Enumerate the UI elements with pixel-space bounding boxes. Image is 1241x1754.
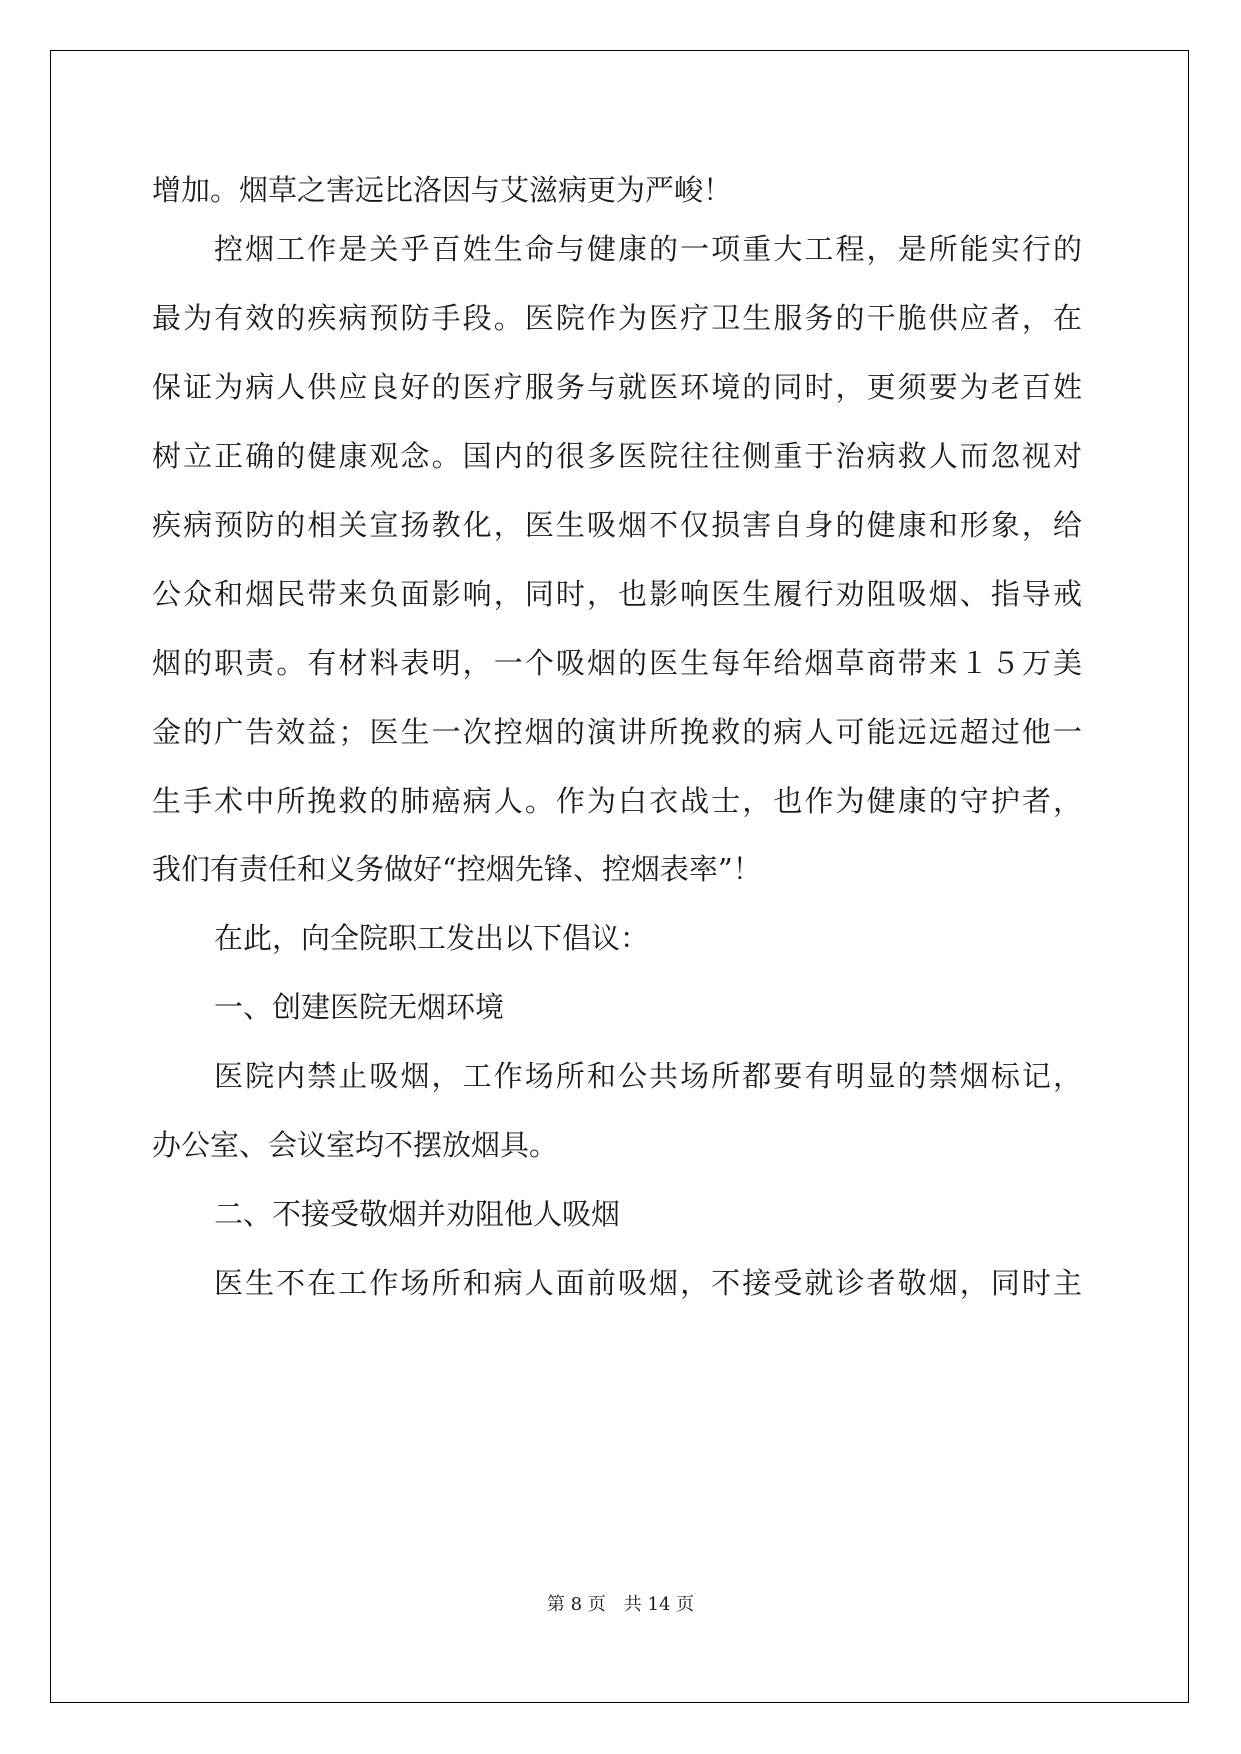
paragraph-line: 我们有责任和义务做好“控烟先锋、控烟表率”！ xyxy=(152,852,762,886)
paragraph-line: 医院内禁止吸烟，工作场所和公共场所都要有明显的禁烟标记， xyxy=(214,1059,1082,1093)
section-heading: 二、不接受敬烟并劝阻他人吸烟 xyxy=(214,1197,621,1231)
paragraph-line: 生手术中所挽救的肺癌病人。作为白衣战士，也作为健康的守护者， xyxy=(152,784,1082,818)
paragraph-line: 办公室、会议室均不摆放烟具。 xyxy=(152,1128,559,1162)
page-number: 第 8 页 共 14 页 xyxy=(546,1594,695,1615)
paragraph-line: 在此，向全院职工发出以下倡议： xyxy=(214,921,650,955)
paragraph-line: 保证为病人供应良好的医疗服务与就医环境的同时，更须要为老百姓 xyxy=(152,370,1082,404)
section-heading: 一、创建医院无烟环境 xyxy=(214,990,505,1024)
paragraph-line: 增加。烟草之害远比洛因与艾滋病更为严峻！ xyxy=(152,173,733,207)
paragraph-line: 最为有效的疾病预防手段。医院作为医疗卫生服务的干脆供应者，在 xyxy=(152,301,1082,335)
paragraph-line: 树立正确的健康观念。国内的很多医院往往侧重于治病救人而忽视对 xyxy=(152,439,1082,473)
paragraph-line: 公众和烟民带来负面影响，同时，也影响医生履行劝阻吸烟、指导戒 xyxy=(152,577,1082,611)
paragraph-line: 金的广告效益；医生一次控烟的演讲所挽救的病人可能远远超过他一 xyxy=(152,715,1082,749)
paragraph-line: 医生不在工作场所和病人面前吸烟，不接受就诊者敬烟，同时主 xyxy=(214,1266,1082,1300)
paragraph-line: 疾病预防的相关宣扬教化，医生吸烟不仅损害自身的健康和形象，给 xyxy=(152,508,1082,542)
paragraph-line: 烟的职责。有材料表明，一个吸烟的医生每年给烟草商带来１５万美 xyxy=(152,646,1082,680)
paragraph-line: 控烟工作是关乎百姓生命与健康的一项重大工程，是所能实行的 xyxy=(214,232,1082,266)
